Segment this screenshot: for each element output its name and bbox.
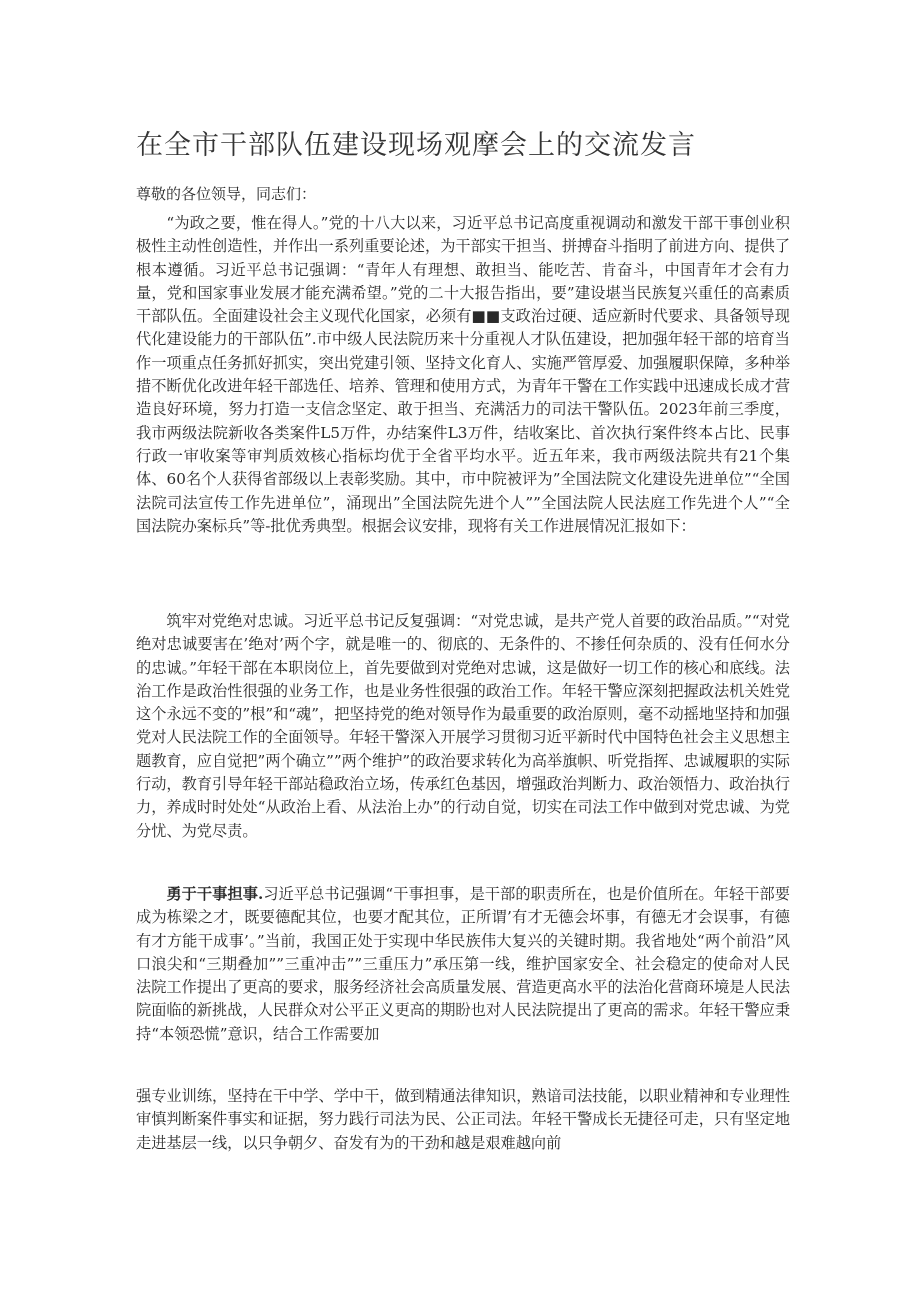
section-loyalty-body: 习近平总书记反复强调：“对党忠诚，是共产党人首要的政治品质。”“对党绝对忠诚要害在’绝对’两个字，就是唯一的、彻底的、无条件的、不掺任何杂质的、没有任何水分的忠诚。”年轻干部在本职岗位上，首先要做到对党绝对忠诚，这是做好一切工作的核心和底线。法治工作是政治性很强的业务工作，也是业务性很强的政治工作。年轻干警应深刻把握政法机关姓党这个永远不变的”根”和“魂”，把坚持党的绝对领导作为最重要的政治原则，毫不动摇地坚持和加强党对人民法院工作的全面领导。年轻干警深入开展学习贯彻习近平新时代中国特色社会主义思想主题教育，应自觉把”两个确立””两个维护”的政治要求转化为高举旗帜、听党指挥、忠诚履职的实际行动，教育引导年轻干部站稳政治立场，传承红色基因，增强政治判断力、政治领悟力、政治执行力，养成时时处处“从政治上看、从法治上办”的行动自觉，切实在司法工作中做到对党忠诚、为党分忧、为党尽责。 xyxy=(136,612,790,840)
document-title: 在全市干部队伍建设现场观摩会上的交流发言 xyxy=(136,130,696,161)
section-responsibility-paragraph xyxy=(136,883,790,1046)
section-responsibility-heading: 勇于干事担事. xyxy=(166,885,264,903)
continuation-paragraph: 强专业训练，坚持在干中学、学中干，做到精通法律知识，熟谙司法技能，以职业精神和专业理性审慎判断案件事实和证据，努力践行司法为民、公正司法。年轻干警成长无捷径可走，只有坚定地走进基层一线，以只争朝夕、奋发有为的干劲和越是艰难越向前 xyxy=(136,1087,790,1152)
section-responsibility-body: 习近平总书记强调“干事担事，是干部的职责所在，也是价值所在。年轻干部要成为栋梁之才，既要德配其位，也要才配其位，正所谓’有才无德会坏事，有德无才会误事，有德有才方能干成事’。”当前，我国正处于实现中华民族伟大复兴的关键时期。我省地处“两个前沿”风口浪尖和“三期叠加””三重冲击””三重压力”承压第一线，维护国家安全、社会稳定的使命对人民法院工作提出了更高的要求，服务经济社会高质量发展、营造更高水平的法治化营商环境是人民法院面临的新挑战，人民群众对公平正义更高的期盼也对人民法院提出了更高的需求。年轻干警应秉持“本领恐慌”意识，结合工作需要加 xyxy=(136,885,790,1043)
section-loyalty-paragraph xyxy=(136,610,790,843)
salutation: 尊敬的各位领导，同志们： xyxy=(136,185,317,203)
section-loyalty-heading: 筑牢对党绝对忠诚。 xyxy=(166,612,304,630)
intro-paragraph: “为政之要，惟在得人。”党的十八大以来，习近平总书记高度重视调动和激发干部干事创业积极性主动性创造性，并作出一系列重要论述，为干部实干担当、拼搏奋斗指明了前进方向、提供了根本遵循。习近平总书记强调：“青年人有理想、敢担当、能吃苦、肯奋斗，中国青年才会有力量，党和国家事业发展才能充满希望。”党的二十大报告指出，要”建设堪当民族复兴重任的高素质干部队伍。全面建设社会主义现代化国家，必须有■■支政治过硬、适应新时代要求、具备领导现代化建设能力的干部队伍”.市中级人民法院历来十分重视人才队伍建设，把加强年轻干部的培育当作一项重点任务抓好抓实，突出党建引领、坚持文化育人、实施严管厚爱、加强履职保障，多种举措不断优化改进年轻干部选任、培养、管理和使用方式，为青年干警在工作实践中迅速成长成才营造良好环境，努力打造一支信念坚定、敢于担当、充满活力的司法干警队伍。2023年前三季度，我市两级法院新收各类案件L5万件，办结案件L3万件，结收案比、首次执行案件终本占比、民事行政一审收案等审判质效核心指标均优于全省平均水平。近五年来，我市两级法院共有21个集体、60名个人获得省部级以上表彰奖励。其中，市中院被评为”全国法院文化建设先进单位”“全国法院司法宣传工作先进单位”，涌现出”全国法院先进个人””全国法院人民法庭工作先进个人”“全国法院办案标兵”等-批优秀典型。根据会议安排，现将有关工作进展情况汇报如下： xyxy=(136,214,790,535)
